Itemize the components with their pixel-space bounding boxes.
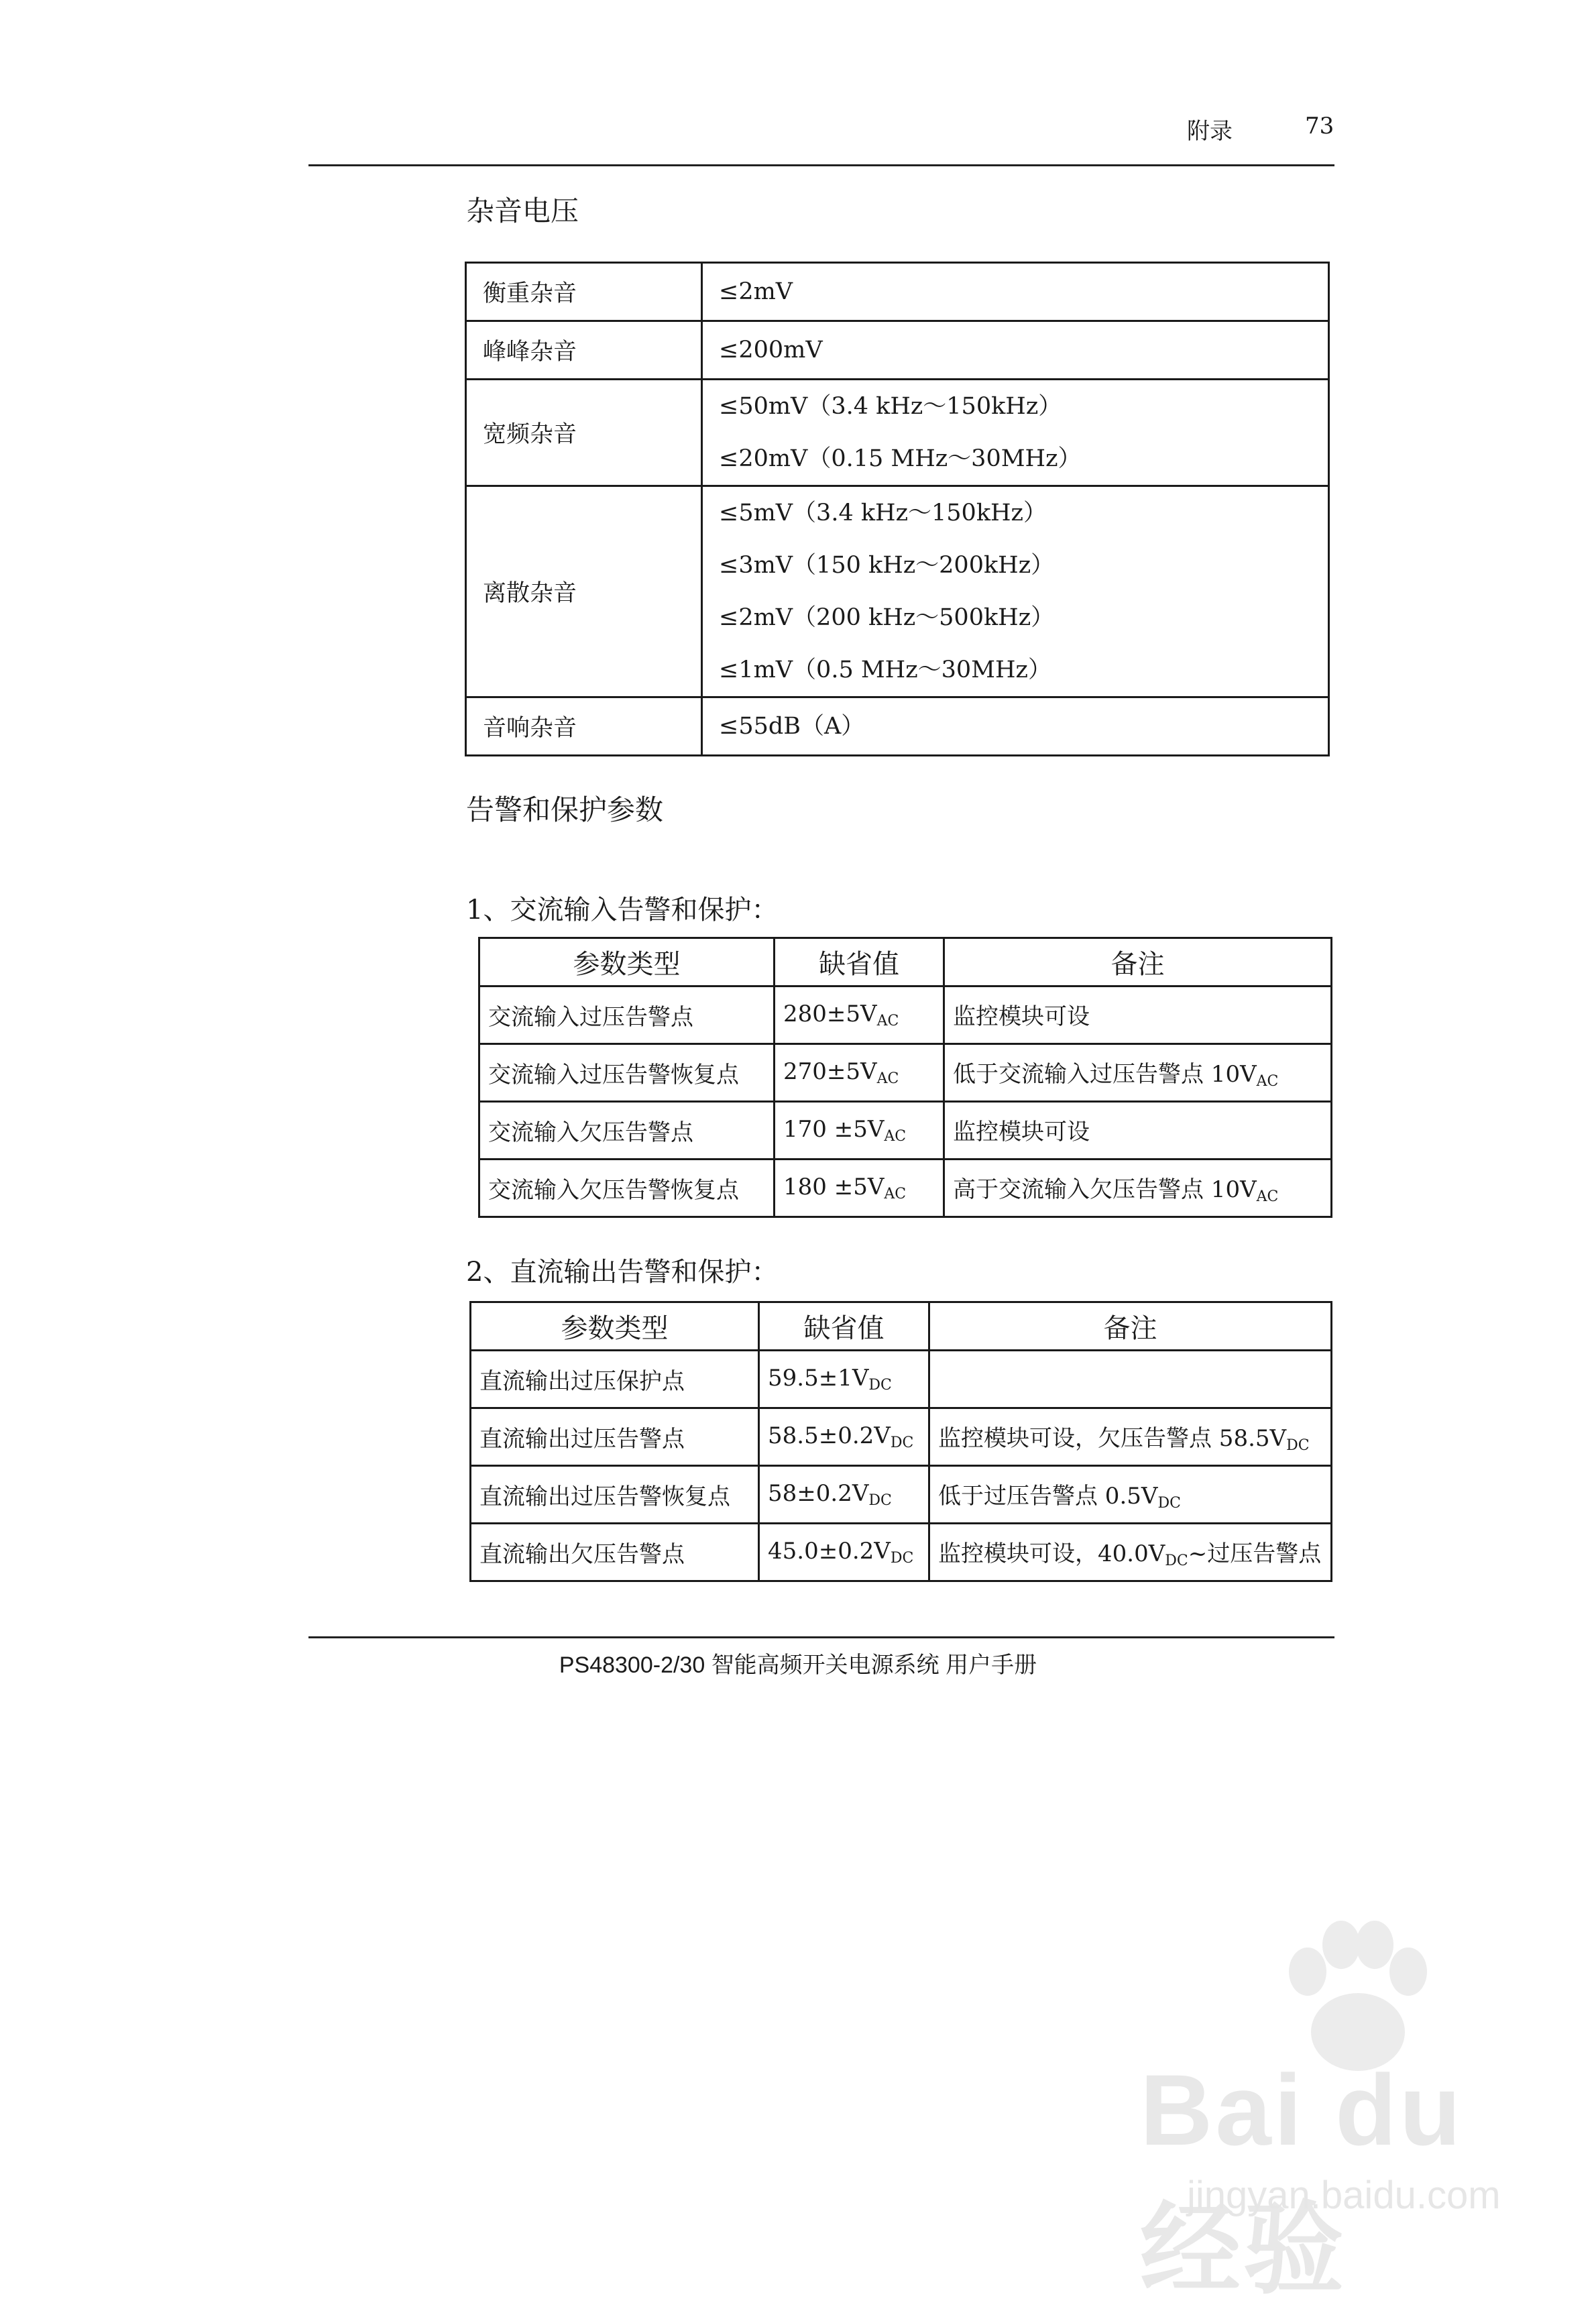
dc-note: 监控模块可设，40.0V (938, 1540, 1165, 1567)
noise-value: ≤55dB（A） (719, 713, 865, 740)
table-row (479, 1160, 1332, 1217)
ac-note: 低于交流输入过压告警点 10V (953, 1061, 1257, 1088)
ac-note-cell (944, 1160, 1332, 1217)
noise-values (702, 697, 1329, 756)
dc-note-unit: DC (1286, 1437, 1310, 1454)
table-row (466, 321, 1329, 380)
noise-values (702, 321, 1329, 380)
ac-param-cell: 交流输入欠压告警恢复点 (479, 1160, 775, 1217)
ac-param-cell: 交流输入过压告警点 (479, 986, 775, 1044)
noise-value: ≤50mV（3.4 kHz～150kHz） (719, 393, 1062, 420)
ac-note-cell (944, 1044, 1332, 1102)
dc-value: 58.5±0.2V (768, 1422, 891, 1449)
ac-value: 280±5V (783, 1001, 877, 1027)
ac-header-default: 缺省值 (775, 938, 944, 986)
table-row (466, 380, 1329, 486)
ac-note-cell (944, 986, 1332, 1044)
dc-param-cell: 直流输出过压保护点 (471, 1351, 759, 1408)
ac-param-cell: 交流输入过压告警恢复点 (479, 1044, 775, 1102)
table-row (479, 1044, 1332, 1102)
header-divider (308, 164, 1334, 166)
dc-param-cell: 直流输出欠压告警点 (471, 1524, 759, 1581)
dc-note-cell (929, 1408, 1332, 1466)
dc-value: 59.5±1V (768, 1365, 869, 1392)
dc-value-unit: DC (890, 1434, 914, 1451)
header-section-label: 附录 (1187, 118, 1233, 145)
watermark-url: jingyan.baidu.com (1187, 2174, 1501, 2217)
dc-value-unit: DC (890, 1550, 914, 1567)
ac-note-cell (944, 1102, 1332, 1160)
table-row (466, 263, 1329, 321)
dc-param-cell: 直流输出过压告警点 (471, 1408, 759, 1466)
dc-note: 低于过压告警点 0.5V (938, 1483, 1158, 1510)
table-row (479, 986, 1332, 1044)
page-number: 73 (1305, 113, 1334, 139)
noise-value: ≤3mV（150 kHz～200kHz） (719, 552, 1055, 579)
noise-value: ≤2mV (719, 278, 793, 305)
table-row (471, 1466, 1332, 1524)
dc-value-unit: DC (868, 1492, 892, 1509)
ac-value: 270±5V (783, 1058, 877, 1085)
ac-value-cell (775, 1102, 944, 1160)
noise-values (702, 486, 1329, 697)
noise-label: 离散杂音 (466, 486, 702, 697)
noise-value: ≤2mV（200 kHz～500kHz） (719, 604, 1055, 631)
table-row (471, 1408, 1332, 1466)
table-row (471, 1524, 1332, 1581)
dc-alarm-table (469, 1301, 1332, 1582)
dc-value-unit: DC (868, 1377, 892, 1394)
table-row (466, 697, 1329, 756)
ac-value-cell (775, 1160, 944, 1217)
dc-note-cell (929, 1524, 1332, 1581)
dc-value-cell (759, 1466, 929, 1524)
noise-label: 衡重杂音 (466, 263, 702, 321)
ac-header-param: 参数类型 (479, 938, 775, 986)
noise-values (702, 263, 1329, 321)
table-row (466, 486, 1329, 697)
ac-value: 180 ±5V (783, 1174, 885, 1200)
ac-value-unit: AC (876, 1013, 899, 1029)
ac-note: 监控模块可设 (953, 1003, 1090, 1030)
ac-param-cell: 交流输入欠压告警点 (479, 1102, 775, 1160)
footer-title: PS48300-2/30 智能高频开关电源系统 用户手册 (559, 1652, 1037, 1678)
dc-value-cell (759, 1408, 929, 1466)
ac-note-unit: AC (1256, 1188, 1279, 1205)
noise-label: 宽频杂音 (466, 380, 702, 486)
dc-header-param: 参数类型 (471, 1302, 759, 1351)
dc-value: 58±0.2V (768, 1480, 869, 1507)
dc-note-cell (929, 1466, 1332, 1524)
dc-param-cell: 直流输出过压告警恢复点 (471, 1466, 759, 1524)
noise-value: ≤5mV（3.4 kHz～150kHz） (719, 500, 1047, 526)
dc-note-cell (929, 1351, 1332, 1408)
dc-note: 监控模块可设，欠压告警点 58.5V (938, 1425, 1287, 1452)
ac-note: 高于交流输入欠压告警点 10V (953, 1176, 1257, 1203)
ac-value-unit: AC (884, 1128, 907, 1145)
ac-note: 监控模块可设 (953, 1119, 1090, 1145)
footer-divider (308, 1636, 1334, 1638)
table-row (471, 1351, 1332, 1408)
ac-value-unit: AC (884, 1186, 907, 1202)
noise-section-title: 杂音电压 (466, 194, 579, 227)
ac-alarm-table (478, 937, 1332, 1218)
noise-label: 峰峰杂音 (466, 321, 702, 380)
ac-header-note: 备注 (944, 938, 1332, 986)
ac-value-unit: AC (876, 1070, 899, 1087)
dc-value: 45.0±0.2V (768, 1538, 891, 1565)
noise-value: ≤20mV（0.15 MHz～30MHz） (719, 445, 1082, 472)
alarm-section-title: 告警和保护参数 (466, 793, 664, 826)
ac-value: 170 ±5V (783, 1116, 885, 1143)
noise-label: 音响杂音 (466, 697, 702, 756)
dc-header-note: 备注 (929, 1302, 1332, 1351)
watermark-brand: Bai du 经验 (1140, 2053, 1464, 2306)
dc-note-tail: ~过压告警点 (1188, 1540, 1322, 1567)
ac-value-cell (775, 1044, 944, 1102)
noise-value: ≤200mV (719, 337, 823, 363)
ac-note-unit: AC (1256, 1073, 1279, 1090)
dc-value-cell (759, 1524, 929, 1581)
dc-note-unit: DC (1157, 1495, 1181, 1512)
dc-note-unit: DC (1165, 1553, 1188, 1569)
dc-value-cell (759, 1351, 929, 1408)
ac-section-title: 1、交流输入告警和保护： (466, 895, 779, 925)
noise-value: ≤1mV（0.5 MHz～30MHz） (719, 657, 1051, 683)
noise-table (465, 262, 1330, 756)
noise-values (702, 380, 1329, 486)
ac-value-cell (775, 986, 944, 1044)
dc-section-title: 2、直流输出告警和保护： (466, 1257, 779, 1288)
dc-header-default: 缺省值 (759, 1302, 929, 1351)
table-row (479, 1102, 1332, 1160)
